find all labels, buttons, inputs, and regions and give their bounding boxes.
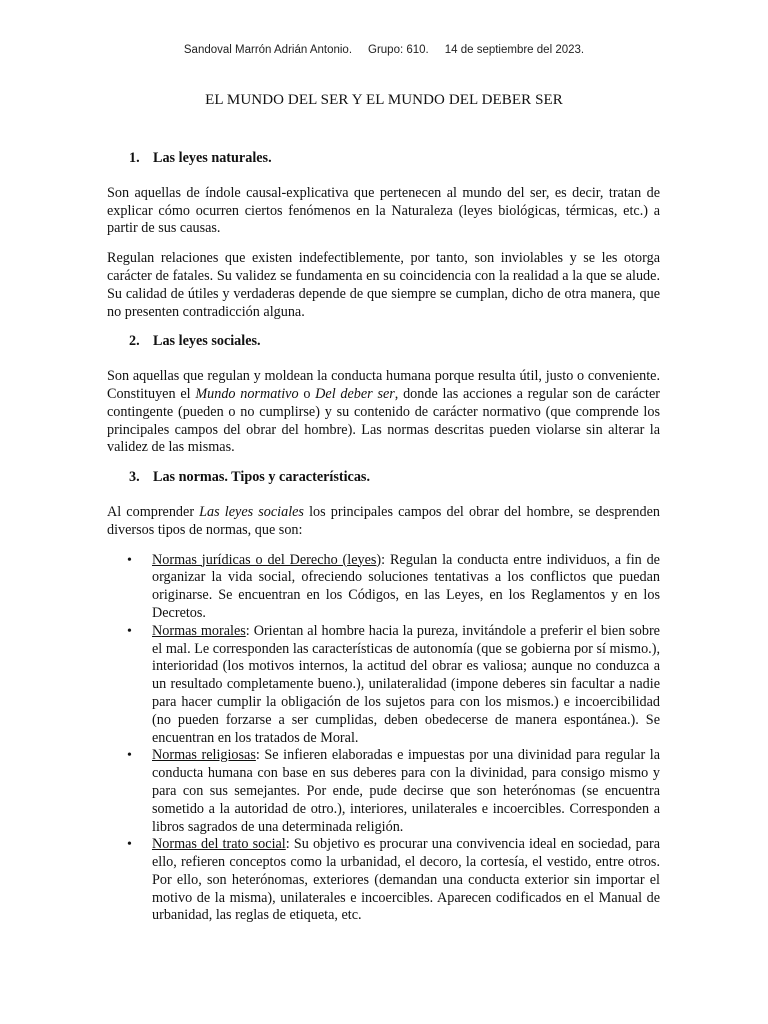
italic-term: Las leyes sociales [199,503,304,520]
italic-term: Del deber ser [315,385,395,402]
group-label: Grupo: 610. [368,44,429,56]
list-item-text: : Regulan la conducta entre individuos, a fin de organizar la vida social, ofreciendo soluciones tentativas a los conflictos que puedan originarse. Se encuentran en los Códigos, en las Leyes, en los Reglamentos y en los Decretos. [152,551,660,621]
list-item-text: : Su objetivo es procurar una convivencia ideal en sociedad, para ello, refieren conceptos como la urbanidad, el decoro, la cortesía, el vestido, entre otros. Por ello, son heterónomas, exteriores (demandan una conducta exterior sin importar el motivo de la misma), unilaterales e incoercibles. Aparecen codificados en el Manual de urbanidad, las reglas de etiqueta, etc. [152,836,661,924]
list-item-term: Normas jurídicas o del Derecho (leyes) [152,551,382,568]
section-heading-2 [129,333,660,351]
list-item [107,747,660,836]
bullet-icon: • [127,552,132,568]
list-item-term: Normas morales [152,622,246,639]
section-title: Las leyes sociales. [153,333,261,350]
section-number: 1. [129,150,140,166]
document-title: EL MUNDO DEL SER Y EL MUNDO DEL DEBER SER [205,92,563,108]
document-body [107,150,660,925]
text-run: los principales campos del obrar del hombre, se desprenden diversos tipos de normas, que son: [107,503,660,538]
section-title: Las leyes naturales. [153,150,272,166]
paragraph: Regulan relaciones que existen indefectiblemente, por tanto, son inviolables y se les otorga carácter de fatales. Su validez se fundamenta en su coincidencia con la realidad a la que se alude. Su calidad de útiles y verdaderas depende de que siempre se cumplan, dicho de otra manera, que no presenten contradicción alguna. [107,250,660,320]
norm-types-list [107,552,660,926]
section-heading-1 [129,150,660,168]
list-item [107,552,660,623]
italic-term: Mundo normativo [195,385,299,402]
list-item [107,623,660,748]
document-date: 14 de septiembre del 2023. [444,44,585,56]
list-item-term: Normas religiosas [152,747,256,764]
paragraph [107,504,660,540]
document-header [0,44,768,56]
bullet-icon: • [127,837,132,853]
list-item-text: : Orientan al hombre hacia la pureza, invitándole a preferir el bien sobre el mal. Le corresponden las características de autonomía (que se gobierna por sí mismo.), interioridad (los motivos internos, la actitud del obrar es valiosa; aunque no conduzca a un resultado completamente bueno.), unilateralidad (impone deberes sin facultar a nadie para hacer cumplir la obligación de los sujetos para con los mismos.) e incoercibilidad (no pueden forzarse a ser cumplidas, deben obedecerse de manera espontánea.). Se encuentran en los tratados de Moral. [152,622,660,746]
text-run: Al comprender [107,503,200,520]
text-run: Son aquellas que regulan y moldean la conducta humana porque resulta útil, justo o conveniente. Constituyen el [107,368,660,402]
list-item-term: Normas del trato social [152,836,286,853]
list-item-text: : Se infieren elaboradas e impuestas por una divinidad para regular la conducta humana con base en sus deberes para con la divinidad, para consigo mismo y para con sus semejantes. Por ende, pude decirse que son heterónomas (se encuentra sometido a la autoridad de otro.), interiores, unilaterales e incoercibles. Corresponden a libros sagrados de una determinada religión. [152,747,660,835]
text-run: o [298,385,316,402]
bullet-icon: • [127,623,132,639]
list-item [107,836,660,925]
section-heading-3 [129,469,660,487]
paragraph [107,368,660,457]
paragraph: Son aquellas de índole causal-explicativa que pertenecen al mundo del ser, es decir, tratan de explicar cómo ocurren ciertos fenómenos en la Naturaleza (leyes biológicas, térmicas, etc.) a partir de sus causas. [107,184,660,237]
section-number: 2. [129,333,140,350]
section-number: 3. [129,469,140,486]
author-name: Sandoval Marrón Adrián Antonio. [183,44,353,56]
text-run: , donde las acciones a regular son de carácter contingente (pueden o no cumplirse) y su contenido de carácter normativo (que comprende los principales campos del obrar del hombre). Las normas descritas pueden violarse sin alterar la validez de las mismas. [107,385,661,456]
section-title: Las normas. Tipos y características. [153,469,371,486]
bullet-icon: • [127,748,132,764]
